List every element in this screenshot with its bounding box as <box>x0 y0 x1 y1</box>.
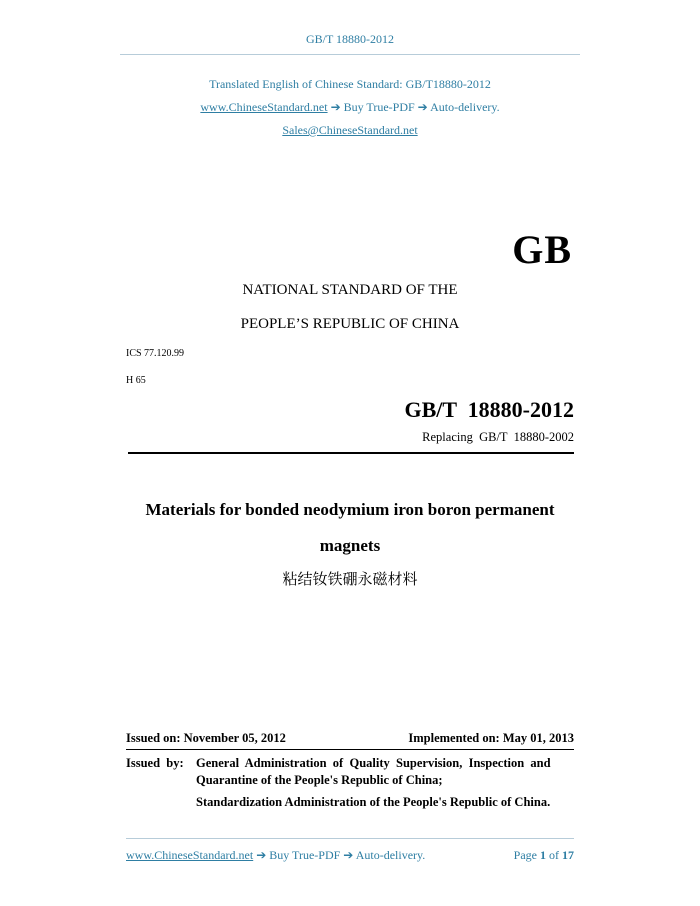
arrow-icon: ➔ <box>256 848 267 862</box>
sales-email-link[interactable]: Sales@ChineseStandard.net <box>282 123 418 137</box>
title-divider <box>128 452 574 454</box>
header-divider <box>120 54 580 55</box>
page-current: 1 <box>540 848 546 862</box>
auto-delivery-text: Auto-delivery. <box>430 100 500 114</box>
footer-divider <box>126 838 574 839</box>
footer-delivery-text: Auto-delivery. <box>355 848 426 862</box>
issued-on-date: Issued on: November 05, 2012 <box>126 731 286 745</box>
page-indicator <box>514 848 574 863</box>
issuer-1-line1: General Administration of Quality Supervision, Inspection and <box>196 756 551 770</box>
title-en-line1: Materials for bonded neodymium iron boron permanent <box>145 500 555 519</box>
ics-code: ICS 77.120.99 <box>126 348 185 359</box>
page-of: of <box>549 848 559 862</box>
page-total: 17 <box>562 848 574 862</box>
national-standard-line1: NATIONAL STANDARD OF THE <box>242 282 458 298</box>
ccs-code: H 65 <box>126 375 146 386</box>
national-standard-line2: PEOPLE’S REPUBLIC OF CHINA <box>240 316 460 332</box>
arrow-icon: ➔ <box>343 848 354 862</box>
implemented-on-date: Implemented on: May 01, 2013 <box>408 731 574 745</box>
arrow-icon: ➔ <box>330 100 341 114</box>
dates-divider <box>126 749 574 750</box>
running-header: GB/T 18880-2012 <box>305 32 395 46</box>
translation-notice: Translated English of Chinese Standard: GB/T18880-2012 <box>209 77 491 91</box>
replacing-note: Replacing GB/T 18880-2002 <box>422 430 574 444</box>
purchase-line <box>0 100 700 115</box>
gb-mark: GB <box>512 227 572 272</box>
title-en-line2: magnets <box>319 536 381 555</box>
issuer-2: Standardization Administration of the People's Republic of China. <box>196 795 551 809</box>
page-label: Page <box>513 848 537 862</box>
footer-buy-link[interactable]: Buy True-PDF <box>269 848 341 862</box>
footer-purchase-line <box>126 848 425 863</box>
buy-true-pdf-link[interactable]: Buy True-PDF <box>343 100 415 114</box>
footer-site-link[interactable]: www.ChineseStandard.net <box>126 848 254 862</box>
issuer-1-line2: Quarantine of the People's Republic of China; <box>196 773 443 787</box>
site-link[interactable]: www.ChineseStandard.net <box>200 100 328 114</box>
arrow-icon: ➔ <box>417 100 428 114</box>
issued-by-label: Issued by: <box>126 756 184 770</box>
standard-number: GB/T 18880-2012 <box>404 397 574 422</box>
title-cn: 粘结钕铁硼永磁材料 <box>282 570 418 588</box>
